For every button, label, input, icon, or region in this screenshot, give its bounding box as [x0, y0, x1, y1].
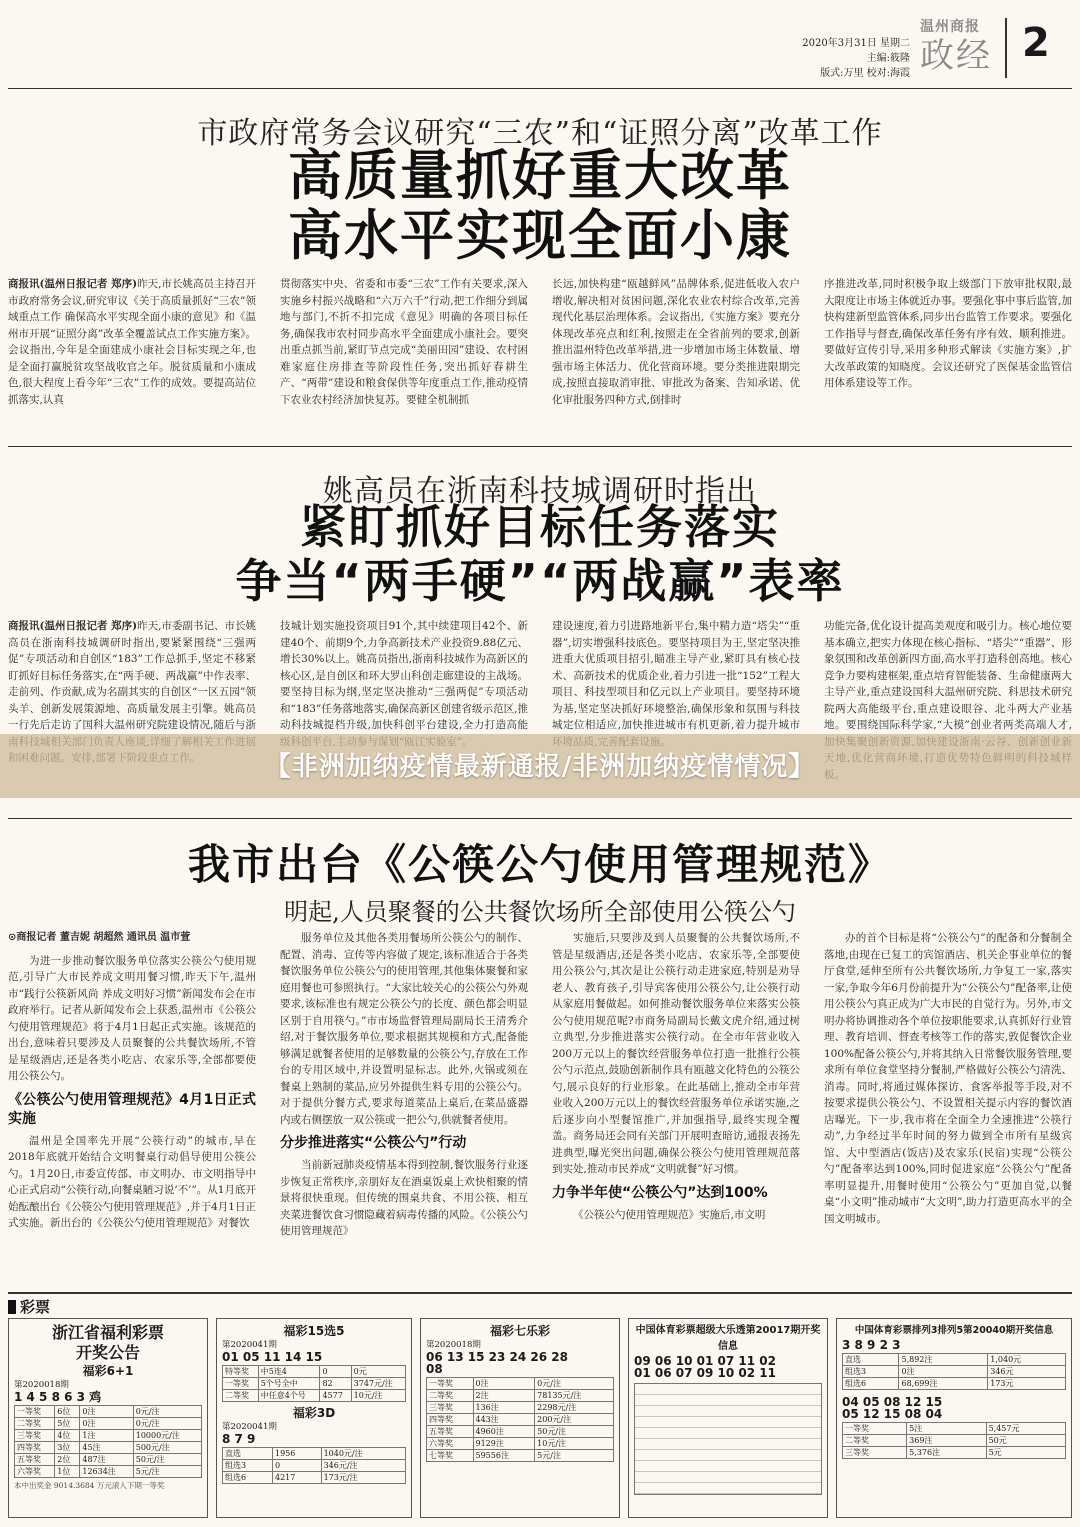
prize-row	[843, 1354, 1066, 1366]
prize-cell: 78135元/注	[535, 1390, 614, 1402]
prize-row	[15, 1418, 202, 1430]
prize-cell: 0注	[80, 1418, 133, 1430]
prize-cell: 1956	[272, 1448, 321, 1460]
prize-cell: 四等奖	[427, 1414, 474, 1426]
lottery-rule	[8, 1292, 1072, 1294]
prize-cell: 一等奖	[427, 1378, 474, 1390]
prize-row	[223, 1460, 406, 1472]
masthead-info	[770, 36, 910, 81]
prize-cell: 二等奖	[223, 1390, 259, 1402]
prize-row	[223, 1390, 406, 1402]
prize-cell: 0	[320, 1366, 351, 1378]
masthead-brand	[920, 16, 1000, 76]
prize-cell: 五等奖	[427, 1426, 474, 1438]
prize-row	[427, 1438, 614, 1450]
lottery-numbers: 01 06 07 09 10 02 11	[634, 1366, 776, 1380]
lottery-numbers: 01 05 11 14 15	[222, 1350, 323, 1364]
prize-cell: 346元	[988, 1366, 1066, 1378]
prize-cell: 2注	[473, 1390, 535, 1402]
lottery-box-15x5-3d: 福彩15选5 第2020041期 01 05 11 14 15 特等奖 中5连4 0 0元 一等奖 5个号全中 82 3747元/注 二等奖 中任意4个号 4577 10元/注 福彩3D 第2020041期 8 7 9 直选 1956 1040元/注 组选3 0 346元/注 组选6 4217 173元/注	[216, 1318, 412, 1518]
prize-cell: 二等奖	[427, 1390, 474, 1402]
prize-cell: 0	[272, 1460, 321, 1472]
prize-cell: 1040元/注	[321, 1448, 405, 1460]
prize-cell: 346元/注	[321, 1460, 405, 1472]
prize-cell: 2位	[55, 1454, 80, 1466]
prize-cell: 组选3	[223, 1460, 273, 1472]
lottery-section-label: 彩票	[8, 1296, 50, 1317]
lottery-numbers: 06 13 15 23 24 26 28	[426, 1350, 568, 1364]
prize-cell: 五等奖	[15, 1454, 55, 1466]
article2-col-1: 商报讯(温州日报记者 郑序)昨天,市委副书记、市长姚高员在浙南科技城调研时指出,要紧紧围绕“三强两促”专项活动和自创区“183”工作总抓手,坚定不移紧盯抓好目标任务落实,在“两手硬、两战赢”中作表率、走前列、作贡献,成为名副其实的自创区“一区五园”领头羊、创新发展策源地、高质量发展主引擎。姚高员一行先后走访了国科大温州研究院建设情况,随后与浙	[8, 620, 256, 731]
prize-cell: 5元/注	[133, 1466, 201, 1478]
article2-col-4: 功能完备,优化设计提高美观度和吸引力。核心地位要基本确立,把实力体现在核心指标、“塔尖”“重器”、形象氛围和改革创新四方面,高水平打造科创高地。核心竞争力要构建框架,重点培育智能装备、生命健康两大主导产业,重点建设国科大温州研究院、科思技术研究院两大高能级平台,重点建设眼谷、北斗两大产业基地。要围绕国际科学家,“大模”创业者两类高端人才,	[824, 620, 1072, 731]
prize-row	[15, 1454, 202, 1466]
article1-headline-1: 高质量抓好重大改革	[288, 144, 792, 207]
prize-cell: 10元/注	[351, 1390, 405, 1402]
layout-line: 版式:万里 校对:海霞	[820, 68, 910, 79]
article3-subhead: 明起,人员聚餐的公共餐饮场所全部使用公筷公勺	[284, 898, 796, 926]
prize-row	[843, 1423, 1066, 1435]
prize-table	[842, 1422, 1066, 1459]
prize-cell: 10000元/注	[133, 1430, 201, 1442]
prize-cell: 5位	[55, 1418, 80, 1430]
prize-cell: 三等奖	[427, 1402, 474, 1414]
prize-cell: 一等奖	[15, 1406, 55, 1418]
prize-table	[842, 1353, 1066, 1390]
prize-row	[15, 1466, 202, 1478]
prize-cell: 六等奖	[15, 1466, 55, 1478]
prize-row	[427, 1378, 614, 1390]
article3-byline: ⊙商报记者 董吉妮 胡超然 通讯员 温市萱	[8, 932, 191, 943]
article2-headline-1: 紧盯抓好目标任务落实	[300, 500, 780, 554]
lottery-numbers: 05 12 15 08 04	[842, 1407, 943, 1421]
prize-cell: 二等奖	[843, 1435, 907, 1447]
prize-row	[843, 1447, 1066, 1459]
prize-cell: 10元/注	[535, 1438, 614, 1450]
article1-col-3: 长远,加快构建“瓯越鲜风”品牌体系,促进低收入农户增收,解决相对贫困问题,深化农业农村综合改革,完善现代化基层治理体系。会议指出,《实施方案》要充分体现改革亮点和红利,按照走在全省前列的要求,创新推出温州特色改革举措,进一步增加市场主体数量、增强市场主体活力、优化营商环境。要分类推进限期完成,按照直接取消审批、审批改为备案、告知承诺、优化审批服务四种方式,倒排时	[552, 278, 800, 406]
article2-headline-2: 争当“两手硬”“两战赢”表率	[235, 554, 845, 608]
paper-name: 温州商报	[920, 19, 980, 35]
prize-cell: 2298元/注	[535, 1402, 614, 1414]
prize-cell: 487注	[80, 1454, 133, 1466]
prize-cell: 0注	[899, 1366, 988, 1378]
prize-table	[222, 1365, 406, 1402]
article3-subhead-1: 《公筷公勺使用管理规范》4月1日正式实施	[8, 1091, 256, 1127]
prize-cell: 三等奖	[15, 1430, 55, 1442]
prize-cell: 3747元/注	[351, 1378, 405, 1390]
prize-cell: 50元/注	[535, 1426, 614, 1438]
prize-cell: 一等奖	[843, 1423, 907, 1435]
prize-cell: 68,699注	[899, 1378, 988, 1390]
prize-cell: 5元/注	[535, 1450, 614, 1462]
prize-row	[223, 1378, 406, 1390]
prize-table	[222, 1447, 406, 1484]
editor-line: 主编:筱隆	[866, 53, 910, 64]
prize-row	[427, 1390, 614, 1402]
lottery-numbers: 8 7 9	[222, 1432, 256, 1446]
section-name: 政经	[920, 36, 992, 76]
prize-cell: 4217	[272, 1472, 321, 1484]
lottery-special-number: 08	[426, 1362, 443, 1376]
article1-col-4: 序推进改革,同时积极争取上级部门下放审批权限,最大限度让市场主体就近办事。要强化事中事后监管,加快构建新型监管体系,同步出台监管工作要求。要强化工作指导与督查,确保改革任务有序有效、顺利推进。要做好宣传引导,采用多种形式解读《实施方案》,扩大改革政策的知晓度。会议还研究了医保基金监管信用体系建设等工作。	[824, 278, 1072, 389]
prize-cell: 1,040元	[988, 1354, 1066, 1366]
article3-subhead-3: 力争半年使“公筷公勺”达到100%	[552, 1184, 768, 1201]
prize-cell: 七等奖	[427, 1450, 474, 1462]
article2-col-2: 技城计划实施投资项目91个,其中续建项目42个、新建40个、前期9个,力争高新技术产业投资9.88亿元、增长30%以上。姚高员指出,浙南科技城作为高新区的核心区,是自创区和环大罗山科创走廊建设的主战场。要坚持目标为纲,坚定坚决推动“三强两促”专项活动和“183”任务落地落实,确保高新区创建省级示范区,推动科技城提档升级,加快科创平台建设,全力打造高能	[280, 620, 528, 731]
divider-rule-1	[8, 446, 1072, 447]
prize-row	[223, 1472, 406, 1484]
prize-cell: 组选6	[223, 1472, 273, 1484]
article1-headline-2: 高水平实现全面小康	[288, 204, 792, 267]
article1-col-2: 贯彻落实中央、省委和市委“三农”工作有关要求,深入实施乡村振兴战略和“六万六千”行动,把工作细分到属地与部门,不折不扣完成《意见》明确的各项目标任务,确保我市农村同步高水平全面建成小康社会。要突出重点抓当前,紧盯节点完成“美丽田园”建设、农村困难家庭住房排查等阶段性任务,突出抓好春耕生产、“两带”建设和粮食保供等年度重点工作,推动疫情下农业农村经济加快复苏。要健全机制抓	[280, 278, 528, 406]
lottery-box-welfare: 浙江省福利彩票 开奖公告 福彩6+1 第2020018期 1 4 5 8 6 3 鸡 一等奖 6位 0注 0元/注 二等奖 5位 0注 0元/注 三等奖 4位 1注 10000元/注 四等奖 3位 45注 500元/注 五等奖 2位 487注 50元/注 六等奖 1位 12634注 5元/注 本中出奖金 9014.3684 万元滚入下期一等奖	[8, 1318, 208, 1518]
prize-cell: 0元/注	[535, 1378, 614, 1390]
prize-row	[15, 1442, 202, 1454]
section-bar-icon	[8, 1300, 16, 1314]
prize-cell: 59556注	[473, 1450, 535, 1462]
issue-date: 2020年3月31日 星期二	[802, 38, 910, 49]
article3-headline: 我市出台《公筷公勺使用管理规范》	[187, 840, 892, 889]
prize-row	[427, 1426, 614, 1438]
prize-cell: 一等奖	[223, 1378, 259, 1390]
prize-row	[427, 1450, 614, 1462]
prize-cell: 500元/注	[133, 1442, 201, 1454]
prize-row	[15, 1430, 202, 1442]
lottery-box-pailie: 中国体育彩票排列3排列5第20040期开奖信息 3 8 9 2 3 直选 5,892注 1,040元 组选3 0注 346元 组选6 68,699注 173元 04 05 08 12 15 05 12 15 08 04 一等奖 5注 5,457元 二等奖 369注 50元 三等奖 5,376注 5元	[836, 1318, 1072, 1518]
prize-row	[843, 1366, 1066, 1378]
prize-cell: 5注	[907, 1423, 986, 1435]
prize-row	[223, 1366, 406, 1378]
prize-cell: 六等奖	[427, 1438, 474, 1450]
article2-kicker: 姚高员在浙南科技城调研时指出	[323, 474, 757, 509]
prize-cell: 5,376注	[907, 1447, 986, 1459]
prize-cell: 369注	[907, 1435, 986, 1447]
prize-cell: 173元	[988, 1378, 1066, 1390]
lottery-numbers: 04 05 08 12 15	[842, 1395, 943, 1409]
prize-row	[843, 1435, 1066, 1447]
article3-body	[8, 930, 1072, 1276]
prize-cell: 1注	[80, 1430, 133, 1442]
article1-body	[8, 276, 1072, 426]
prize-cell: 12634注	[80, 1466, 133, 1478]
prize-cell: 4960注	[473, 1426, 535, 1438]
prize-cell: 50元/注	[133, 1454, 201, 1466]
article2-col-3: 建设速度,着力引进路地新平台,集中精力造“塔尖”“重器”,切实增强科技底色。要坚持项目为王,坚定坚决推进重大优质项目招引,瞄准主导产业,紧盯具有核心技术、高新技术的优质企业,着力引进一批“152”工程大项目、科技型项目和亿元以上产业项目。要坚持环境为基,坚定坚决抓好环境整治,确保形象和氛围与科技城定位相适应,加快推进城市有机更新,着力提升城市	[552, 620, 800, 731]
prize-cell: 三等奖	[843, 1447, 907, 1459]
prize-table	[426, 1377, 614, 1462]
prize-row	[15, 1406, 202, 1418]
prize-row	[427, 1414, 614, 1426]
lottery-numbers: 1 4 5 8 6 3 鸡	[14, 1390, 102, 1404]
article3-col-2: 服务单位及其他各类用餐场所公筷公勺的制作、配置、消毒、宣传等内容做了规定,该标准适合于各类餐饮服务单位公筷公勺的使用管理,其他集体聚餐和家庭用餐也可参照执行。“大家比较关心的公筷公勺外观要求,该标准也有规定公筷公勺的长度、颜色都会明显区别于自用筷勺。”市市场监督管理局副局长王清秀介绍,对于餐饮服务单位,要求根据其规模和方式,配备能够满足就餐者使用的足够数量的公筷公勺,存放在工作台的专用区域中,并设置明显标志。此外,火锅或须在餐桌上熟制的菜品,应另外提供生料专用的公筷公勺。对于提供分餐方式,要求每道菜品上桌后,在菜品盛器内或右侧摆放一双公筷或一把公勺,供就餐者使用。 分步推进落实“公筷公勺”行动 当前新冠肺炎疫情基本得到控制,餐饮服务行业逐步恢复正常秩序,亲朋好友在酒桌饭桌上欢快相聚的情景将很快重现。但传统的围桌共食、不用公筷、相互夹菜进餐饮食习惯隐藏着病毒传播的风险。《公筷公勺使用管理规范》	[280, 932, 528, 1237]
prize-cell: 6位	[55, 1406, 80, 1418]
prize-cell: 200元/注	[535, 1414, 614, 1426]
article3-subhead-2: 分步推进落实“公筷公勺”行动	[280, 1135, 467, 1151]
prize-cell: 四等奖	[15, 1442, 55, 1454]
prize-row	[427, 1402, 614, 1414]
prize-cell: 5个号全中	[258, 1378, 320, 1390]
lottery-numbers: 3 8 9 2 3	[842, 1338, 901, 1352]
prize-cell: 二等奖	[15, 1418, 55, 1430]
prize-cell: 0注	[473, 1378, 535, 1390]
prize-cell: 0元/注	[133, 1418, 201, 1430]
banner-title: 【非洲加纳疫情最新通报/非洲加纳疫情情况】	[264, 752, 816, 782]
prize-cell: 443注	[473, 1414, 535, 1426]
prize-cell: 0注	[80, 1406, 133, 1418]
article3-col-3: 实施后,只要涉及到人员聚餐的公共餐饮场所,不管是星级酒店,还是各类小吃店、农家乐等,全部要使用公筷公勺,其次是让公筷行动走进家庭,特别是劝导老人、教育孩子,引导宾客使用公筷公勺,让公筷行动从家庭用餐做起。如何推动餐饮服务单位来落实公筷公勺使用规范呢?市商务局副局长戴文虎介绍,通过树立典型,分步推进落实公筷行动。在全市年营业收入200万元以上的餐饮经营服务单位打造一批推行公筷公勺示范点,鼓励创新制作具有瓯越文化特色的公筷公勺,展示良好的行业形象。在此基础上,推动全市年营业收入200万元以上的餐饮经营服务单位承诺实施,之后逐步向小型餐馆推广,并加强指导,最终实现全覆盖。商务局还会同有关部门开展明查暗访,通报表扬先进典型,曝光突出问题,确保公筷公勺使用管理规范落到实处,推动市民养成“文明就餐”好习惯。 力争半年使“公筷公勺”达到100% 《公筷公勺使用管理规范》实施后,市文明	[552, 932, 800, 1221]
article3-col-4: 办的首个目标是将“公筷公勺”的配备和分餐制全落地,由现在已复工的宾馆酒店、机关企事业单位的餐厅食堂,延伸至所有公共餐饮场所,力争复工一家,落实一家,争取今年6月份前提升为“公筷公勺”配备率,让使用公筷公勺真正成为广大市民的自觉行为。另外,市文明办将协调推动各个单位按职能要求,认真抓好行业管理、教育培训、督查考核等工作的落实,敦促餐饮企业100%配备公筷公勺,并将其纳入日常餐饮服务管理,要求所有单位食堂坚持分餐制,严格做好公筷公勺清洗、消毒。同时,将通过媒体探访、食客举报等手段,对不按要求提供公筷公勺、不设置相关提示内容的餐饮酒店曝光。下一步,我市将在全面全力全速推进“公筷行动”,力争经过半年时间的努力做到全市所有星级宾馆、大中型酒店(饭店)及农家乐(民宿)实现“公筷公勺”配备率达到100%,同时促进家庭“公筷公勺”配备率明显提升,用餐时使用“公筷公勺”更加自觉,以餐桌“小文明”推动城市“大文明”,助力打造更高水平的全国文明城市。	[824, 932, 1072, 1225]
prize-cell: 50元	[986, 1435, 1065, 1447]
article1-col-1: 商报讯(温州日报记者 郑序)昨天,市长姚高员主持召开市政府常务会议,研究审议《关于高质量抓好“三农”领域重点工作 确保高水平实现全面小康的意见》和《温州市开展“证照分离”改革全覆盖试点工作实施方案》。会议指出,今年是全面建成小康社会目标实现之年,也是全面打赢脱贫攻坚战收官之年。脱贫质量和小康成色,很大程度上看今年“三农”工作的成效。要提高站位抓落实,认真	[8, 278, 256, 406]
prize-cell: 5,457元	[986, 1423, 1065, 1435]
prize-cell: 组选3	[843, 1366, 899, 1378]
lottery-box-daletou: 中国体育彩票超级大乐透第20017期开奖信息 09 06 10 01 07 11 02 01 06 07 09 10 02 11	[628, 1318, 828, 1518]
prize-table	[14, 1405, 202, 1478]
prize-cell: 0元	[351, 1366, 405, 1378]
prize-cell: 9129注	[473, 1438, 535, 1450]
prize-cell: 4577	[320, 1390, 351, 1402]
article1-kicker: 市政府常务会议研究“三农”和“证照分离”改革工作	[197, 116, 883, 151]
prize-cell: 1位	[55, 1466, 80, 1478]
lottery-numbers: 09 06 10 01 07 11 02	[634, 1354, 776, 1368]
lottery-box-qilecai: 福彩七乐彩 第2020018期 06 13 15 23 24 26 28 08 一等奖 0注 0元/注 二等奖 2注 78135元/注 三等奖 136注 2298元/注 四等奖 443注 200元/注 五等奖 4960注 50元/注 六等奖 9129注 10元/注 七等奖 59556注 5元/注	[420, 1318, 620, 1518]
prize-cell: 0元/注	[133, 1406, 201, 1418]
prize-cell: 3位	[55, 1442, 80, 1454]
prize-cell: 直选	[843, 1354, 899, 1366]
prize-cell: 直选	[223, 1448, 273, 1460]
top-rule	[8, 88, 1072, 89]
prize-cell: 173元/注	[321, 1472, 405, 1484]
prize-cell: 组选6	[843, 1378, 899, 1390]
prize-cell: 136注	[473, 1402, 535, 1414]
divider-rule-2	[8, 818, 1072, 819]
prize-cell: 5元	[986, 1447, 1065, 1459]
prize-cell: 中任意4个号	[258, 1390, 320, 1402]
article3-col-1: ⊙商报记者 董吉妮 胡超然 通讯员 温市萱 为进一步推动餐饮服务单位落实公筷公勺使用规范,引导广大市民养成文明用餐习惯,昨天下午,温州市“践行公筷新风尚 养成文明好习惯”新闻发布会在市政府举行。记者从新闻发布会上获悉,温州市《公筷公勺使用管理规范》将于4月1日起正式实施。该规范的出台,意味着只要涉及人员聚餐的公共餐饮场所,不管是星级酒店,还是各类小吃店、农家乐等,全部都要使用公筷公勺。 《公筷公勺使用管理规范》4月1日正式实施 温州是全国率先开展“公筷行动”的城市,早在2018年底就开始结合文明餐桌行动倡导使用公筷公勺。1月20日,市委宣传部、市文明办、市文明指导中心正式启动“公筷行动,向餐桌陋习说‘不’”。从1月底开始酝酿出台《公筷公勺使用管理规范》,并于4月1日正式实施。新出台的《公筷公勺使用管理规范》对餐饮	[8, 932, 256, 1229]
prize-table-placeholder	[634, 1383, 822, 1495]
masthead-divider	[1005, 18, 1007, 78]
prize-cell: 5,892注	[899, 1354, 988, 1366]
lottery-grid	[8, 1318, 1072, 1518]
prize-cell: 82	[320, 1378, 351, 1390]
prize-row	[223, 1448, 406, 1460]
prize-cell: 4位	[55, 1430, 80, 1442]
prize-cell: 特等奖	[223, 1366, 259, 1378]
prize-cell: 中5连4	[258, 1366, 320, 1378]
prize-row	[843, 1378, 1066, 1390]
page-number: 2	[1022, 20, 1050, 66]
prize-cell: 45注	[80, 1442, 133, 1454]
